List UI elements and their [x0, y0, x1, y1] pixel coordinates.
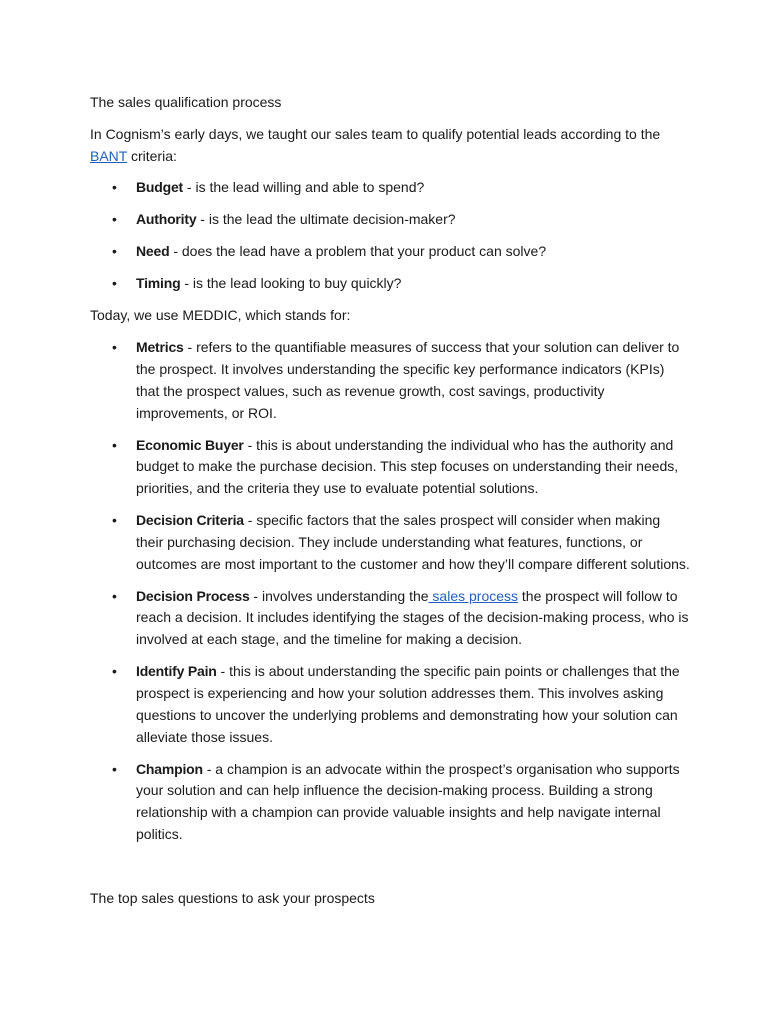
desc-decision-criteria: - specific factors that the sales prospect will consider when making their purchasing decision. They include understanding what features, functions, or outcomes are most important to the customer and how they’ll compare different solutions.: [136, 512, 690, 572]
desc-metrics: - refers to the quantifiable measures of success that your solution can deliver to the prospect. It involves understanding the specific key performance indicators (KPIs) that the prospect values, such as revenue growth, cost savings, productivity improvements, or ROI.: [136, 339, 680, 421]
desc-identify-pain: - this is about understanding the specific pain points or challenges that the prospect is experiencing and how your solution addresses them. This involves asking questions to uncover the underlying problems and demonstrating how your solution can alleviate those issues.: [136, 663, 680, 745]
intro-text: In Cognism’s early days, we taught our sales team to qualify potential leads according to the: [90, 125, 661, 142]
desc-authority: - is the lead the ultimate decision-maker?: [196, 211, 456, 228]
term-economic-buyer: Economic Buyer: [136, 436, 244, 453]
term-decision-process: Decision Process: [136, 587, 250, 604]
bullet-icon: •: [112, 243, 117, 260]
bant-link[interactable]: BANT: [90, 147, 128, 164]
term-identify-pain: Identify Pain: [136, 663, 217, 680]
list-item-need: [90, 241, 690, 263]
bullet-icon: •: [112, 663, 117, 680]
bullet-icon: •: [112, 760, 117, 777]
bullet-icon: •: [112, 512, 117, 529]
desc-need: - does the lead have a problem that your product can solve?: [169, 243, 547, 260]
section-heading-qualification: The sales qualification process: [90, 94, 282, 110]
list-item-budget: [90, 177, 690, 199]
list-item-decision-criteria: [90, 510, 690, 575]
bullet-icon: •: [112, 587, 117, 604]
term-budget: Budget: [136, 179, 184, 196]
document-page: [90, 92, 690, 920]
list-item-authority: [90, 209, 690, 231]
desc-timing: - is the lead looking to buy quickly?: [180, 275, 402, 292]
list-item-identify-pain: [90, 661, 690, 748]
desc-decision-process-end: the prospect will follow to reach a decision. It includes identifying the stages of the decision-making process, who is involved at each stage, and the timeline for making a decision.: [136, 587, 689, 648]
desc-budget: - is the lead willing and able to spend?: [183, 179, 425, 196]
term-need: Need: [136, 243, 170, 260]
list-item-champion: [90, 759, 690, 846]
sales-process-link[interactable]: sales process: [428, 587, 519, 604]
list-item-economic-buyer: [90, 435, 690, 500]
meddic-intro: Today, we use MEDDIC, which stands for:: [90, 307, 351, 324]
term-metrics: Metrics: [136, 339, 184, 356]
spacer: [90, 856, 690, 888]
bullet-icon: •: [112, 339, 117, 356]
intro-paragraph: [90, 124, 690, 168]
section-heading-questions: The top sales questions to ask your prospects: [90, 889, 375, 906]
list-item-decision-process: [90, 586, 690, 651]
intro-text-end: criteria:: [127, 147, 177, 164]
desc-economic-buyer: - this is about understanding the individual who has the authority and budget to make the purchase decision. This step focuses on understanding their needs, priorities, and the criteria they use to evaluate potential solutions.: [136, 436, 679, 497]
bullet-icon: •: [112, 275, 117, 292]
desc-champion: - a champion is an advocate within the prospect’s organisation who supports your solution and can help influence the decision-making process. Building a strong relationship with a champion can provide valuable insights and help navigate internal politics.: [136, 760, 680, 842]
bullet-icon: •: [112, 436, 117, 453]
bullet-icon: •: [112, 179, 117, 196]
bant-list: [90, 177, 690, 295]
term-decision-criteria: Decision Criteria: [136, 512, 244, 529]
meddic-list: [90, 337, 690, 846]
term-timing: Timing: [136, 275, 181, 292]
list-item-metrics: [90, 337, 690, 424]
term-authority: Authority: [136, 211, 197, 228]
desc-decision-process: - involves understanding the: [249, 587, 429, 604]
bullet-icon: •: [112, 211, 117, 228]
list-item-timing: [90, 273, 690, 295]
term-champion: Champion: [136, 760, 203, 777]
